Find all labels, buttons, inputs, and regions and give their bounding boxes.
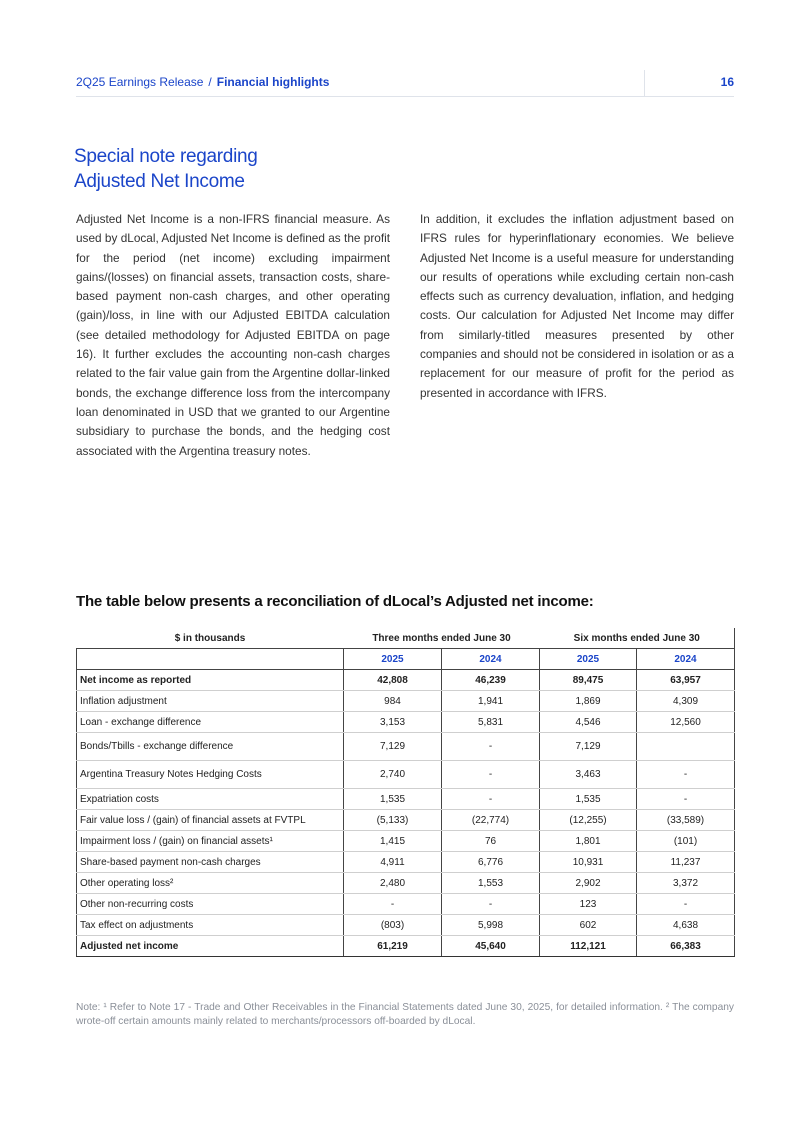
row-value: 4,911: [344, 852, 442, 873]
row-value: (12,255): [540, 810, 637, 831]
row-value: 10,931: [540, 852, 637, 873]
breadcrumb: [76, 75, 329, 89]
header-divider: [644, 70, 645, 96]
row-value: 2,740: [344, 761, 442, 789]
table-row: [77, 831, 735, 852]
row-value: 984: [344, 691, 442, 712]
unit-label: $ in thousands: [174, 632, 246, 644]
row-value: 3,463: [540, 761, 637, 789]
row-value: 89,475: [540, 670, 637, 691]
group-three-months: Three months ended June 30: [372, 632, 511, 644]
table-row: [77, 789, 735, 810]
row-value: 1,553: [442, 873, 540, 894]
section-heading: [74, 144, 374, 194]
row-value: 2,902: [540, 873, 637, 894]
year-header: 2025: [540, 649, 637, 670]
row-value: -: [637, 894, 735, 915]
year-header: 2025: [344, 649, 442, 670]
row-value: 4,638: [637, 915, 735, 936]
row-value: 5,831: [442, 712, 540, 733]
row-label: Fair value loss / (gain) of financial assets at FVTPL: [77, 810, 344, 831]
row-label: Inflation adjustment: [77, 691, 344, 712]
row-label: Tax effect on adjustments: [77, 915, 344, 936]
row-label: Loan - exchange difference: [77, 712, 344, 733]
row-value: 602: [540, 915, 637, 936]
row-value: 12,560: [637, 712, 735, 733]
table-row: [77, 873, 735, 894]
row-value: 1,869: [540, 691, 637, 712]
reconciliation-table: [76, 628, 735, 957]
row-value: 6,776: [442, 852, 540, 873]
table-header-groups: [77, 628, 735, 649]
table-row: [77, 761, 735, 789]
row-value: 1,535: [540, 789, 637, 810]
row-value: (803): [344, 915, 442, 936]
row-value: (22,774): [442, 810, 540, 831]
row-value: 3,372: [637, 873, 735, 894]
paragraph-right: In addition, it excludes the inflation adjustment based on IFRS rules for hyperinflationary economies. We believe Adjusted Net Income is a useful measure for understanding our results of operations while excluding certain non-cash effects such as currency devaluation, inflation, and hedging costs. Our calculation for Adjusted Net Income may differ from similarly-titled measures presented by other companies and should not be considered in isolation or as a replacement for our measure of profit for the period as presented in accordance with IFRS.: [420, 212, 734, 400]
row-value: -: [637, 761, 735, 789]
row-value: -: [442, 761, 540, 789]
row-value: [637, 733, 735, 761]
paragraph-left: Adjusted Net Income is a non-IFRS financial measure. As used by dLocal, Adjusted Net Income is defined as the profit for the period (net income) excluding impairment gains/(losses) on financial assets, transaction costs, share-based payment non-cash charges, and other operating (gain)/loss, in line with our Adjusted EBITDA calculation (see detailed methodology for Adjusted EBITDA on page 16). It further excludes the accounting non-cash charges related to the fair value gain from the Argentine dollar-linked bonds, the exchange difference loss from the intercompany loan denominated in USD that we granted to our Argentine subsidiary to purchase the bonds, and the hedging cost associated with the Argentina treasury notes.: [76, 212, 390, 458]
row-value: 112,121: [540, 936, 637, 957]
row-label: Other non-recurring costs: [77, 894, 344, 915]
section-heading-line1: Special note regarding: [74, 146, 258, 167]
year-header: 2024: [637, 649, 735, 670]
table-row: [77, 733, 735, 761]
row-value: 4,546: [540, 712, 637, 733]
row-value: (5,133): [344, 810, 442, 831]
table-row: [77, 936, 735, 957]
row-label: Net income as reported: [77, 670, 344, 691]
page-number: 16: [720, 75, 734, 89]
section-title: Financial highlights: [216, 75, 330, 89]
row-label: Impairment loss / (gain) on financial assets¹: [77, 831, 344, 852]
row-value: 11,237: [637, 852, 735, 873]
row-value: 7,129: [540, 733, 637, 761]
row-value: -: [442, 894, 540, 915]
row-value: 4,309: [637, 691, 735, 712]
row-label: Other operating loss²: [77, 873, 344, 894]
row-value: 45,640: [442, 936, 540, 957]
table-row: [77, 712, 735, 733]
row-value: -: [442, 733, 540, 761]
row-value: 63,957: [637, 670, 735, 691]
section-heading-line2: Adjusted Net Income: [74, 171, 245, 192]
row-value: 2,480: [344, 873, 442, 894]
table-row: [77, 691, 735, 712]
row-value: 5,998: [442, 915, 540, 936]
row-value: -: [442, 789, 540, 810]
row-value: -: [637, 789, 735, 810]
row-value: (101): [637, 831, 735, 852]
row-label: Adjusted net income: [77, 936, 344, 957]
table-row: [77, 915, 735, 936]
row-value: 3,153: [344, 712, 442, 733]
row-value: -: [344, 894, 442, 915]
row-value: 1,535: [344, 789, 442, 810]
row-value: 42,808: [344, 670, 442, 691]
table-row: [77, 894, 735, 915]
row-label: Argentina Treasury Notes Hedging Costs: [77, 761, 344, 789]
year-header: 2024: [442, 649, 540, 670]
table-heading: The table below presents a reconciliation of dLocal’s Adjusted net income:: [76, 593, 594, 610]
row-value: 123: [540, 894, 637, 915]
row-value: 7,129: [344, 733, 442, 761]
row-value: 1,415: [344, 831, 442, 852]
table-row: [77, 810, 735, 831]
table-header-years: [77, 649, 735, 670]
row-label: Expatriation costs: [77, 789, 344, 810]
year-header-empty: [77, 649, 344, 670]
row-value: 61,219: [344, 936, 442, 957]
row-value: 1,801: [540, 831, 637, 852]
row-label: Bonds/Tbills - exchange difference: [77, 733, 344, 761]
page-header: [76, 74, 734, 97]
footnote: Note: ¹ Refer to Note 17 - Trade and Other Receivables in the Financial Statements dated June 30, 2025, for detailed information. ² The company wrote-off certain amounts mainly related to merchants/processors off-boarded by dLocal.: [76, 1002, 734, 1027]
row-value: (33,589): [637, 810, 735, 831]
row-value: 76: [442, 831, 540, 852]
row-value: 46,239: [442, 670, 540, 691]
row-value: 1,941: [442, 691, 540, 712]
row-label: Share-based payment non-cash charges: [77, 852, 344, 873]
doc-title: 2Q25 Earnings Release: [76, 75, 204, 89]
table-row: [77, 670, 735, 691]
breadcrumb-separator: /: [208, 75, 212, 89]
group-six-months: Six months ended June 30: [540, 628, 735, 649]
table-row: [77, 852, 735, 873]
row-value: 66,383: [637, 936, 735, 957]
